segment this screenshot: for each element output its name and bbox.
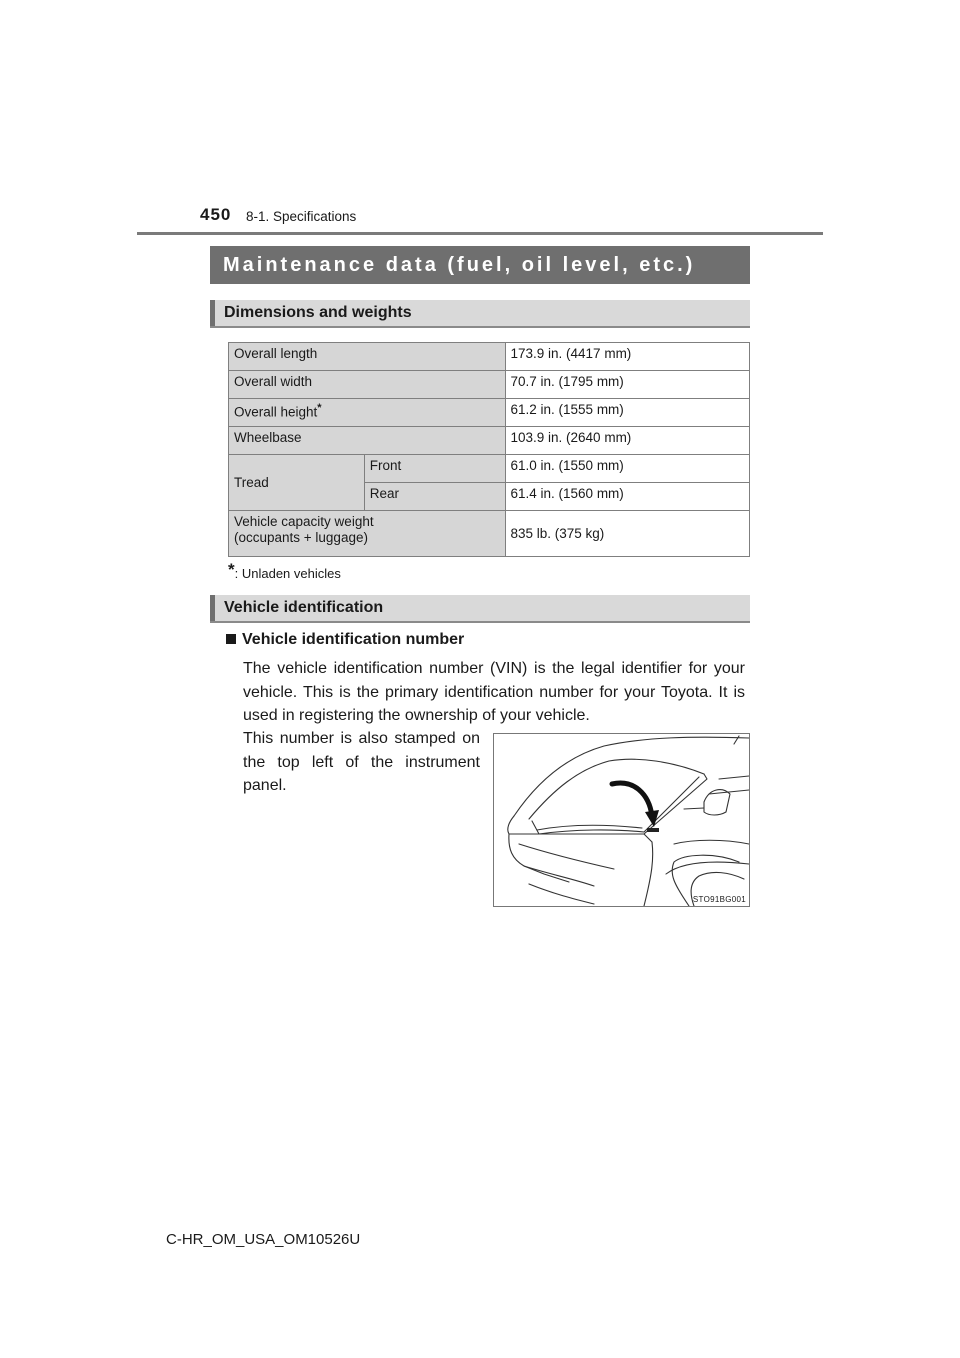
row-value: 61.2 in. (1555 mm) (505, 399, 750, 427)
row-label: Wheelbase (229, 427, 506, 455)
footnote-star: * (228, 560, 235, 579)
tread-rear-label: Rear (364, 483, 505, 511)
table-row (229, 511, 750, 557)
document-code: C-HR_OM_USA_OM10526U (166, 1231, 361, 1248)
vehicle-id-heading-text: Vehicle identification (224, 599, 384, 616)
capacity-label-line1: Vehicle capacity weight (234, 514, 374, 529)
table-row (229, 371, 750, 399)
capacity-value: 835 lb. (375 kg) (505, 511, 750, 557)
row-value: 103.9 in. (2640 mm) (505, 427, 750, 455)
table-row (229, 427, 750, 455)
footnote (228, 560, 341, 583)
dimensions-heading (210, 300, 750, 328)
tread-front-value: 61.0 in. (1550 mm) (505, 455, 750, 483)
page-title: Maintenance data (fuel, oil level, etc.) (210, 246, 750, 284)
section-label: 8-1. Specifications (246, 209, 357, 224)
table-row (229, 455, 750, 483)
capacity-label-line2: (occupants + luggage) (234, 530, 368, 545)
tread-rear-value: 61.4 in. (1560 mm) (505, 483, 750, 511)
row-value: 70.7 in. (1795 mm) (505, 371, 750, 399)
tread-label: Tread (229, 455, 365, 511)
row-label: Overall width (229, 371, 506, 399)
table-row (229, 343, 750, 371)
row-value: 173.9 in. (4417 mm) (505, 343, 750, 371)
row-label-cell (229, 399, 506, 427)
header-rule (137, 232, 823, 235)
page-number: 450 (200, 205, 232, 224)
row-label: Overall length (229, 343, 506, 371)
vin-location-illustration (493, 733, 750, 907)
vin-plate-marker (647, 828, 659, 832)
dimensions-heading-text: Dimensions and weights (224, 304, 412, 321)
bullet-square-icon (226, 634, 236, 644)
vin-location-paragraph: This number is also stamped on the top left of the instrument panel. (243, 730, 480, 794)
tread-front-label: Front (364, 455, 505, 483)
illustration-code: STO91BG001 (692, 895, 746, 904)
vin-paragraph: The vehicle identification number (VIN) is the legal identifier for your vehicle. This is the primary identification number for your Toyota. It is used in registering the ownership of your vehicle. (243, 660, 745, 724)
dimensions-table (228, 342, 750, 557)
row-label: Overall height (234, 404, 318, 420)
vin-subheading (226, 631, 464, 649)
vehicle-id-heading (210, 595, 750, 623)
vin-subheading-text: Vehicle identification number (242, 631, 465, 648)
car-windshield-illustration (494, 734, 749, 906)
footnote-marker: * (317, 402, 322, 414)
capacity-label (229, 511, 506, 557)
table-row (229, 399, 750, 427)
footnote-text: : Unladen vehicles (234, 566, 341, 581)
